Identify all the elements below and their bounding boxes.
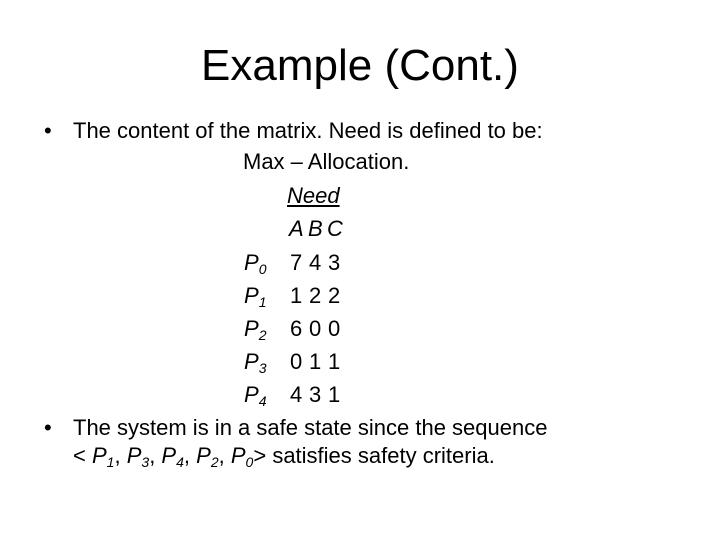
sequence-process: $P_1$ (91, 443, 115, 470)
row-values: 4 3 1 (290, 382, 341, 407)
sequence-tail: satisfies safety criteria. (266, 443, 495, 468)
column-header-b: B (308, 216, 323, 241)
bullet-2-marker: • (44, 415, 52, 440)
sequence-open: < (73, 443, 86, 468)
matrix-column-headers (289, 216, 346, 242)
slide-title: Example (Cont.) (201, 41, 519, 90)
sequence-process: $P_2$ (196, 443, 219, 470)
need-formula: Max – Allocation. (243, 149, 410, 174)
row-values: 1 2 2 (290, 283, 341, 308)
sequence-process: $P_4$ (161, 443, 184, 470)
sequence-close: > (253, 443, 267, 468)
safe-sequence-line: < $P_1$, $P_3$, $P_4$, $P_2$, $P_0>$ satisfies safety criteria. (73, 443, 495, 470)
process-label: $P_2$ (244, 316, 267, 343)
bullet-1-text: The content of the matrix. Need is defined to be: (73, 118, 543, 143)
sequence-process: $P_0$ (230, 443, 254, 470)
matrix-row (244, 250, 347, 276)
process-label: $P_4$ (244, 382, 267, 409)
matrix-row (244, 349, 347, 375)
process-label: $P_0$ (244, 250, 267, 277)
sequence-process: $P_3$ (126, 443, 150, 470)
column-header-c: C (327, 216, 343, 241)
column-header-a: A (289, 216, 304, 241)
process-label: $P_1$ (244, 283, 267, 310)
row-values: 7 4 3 (290, 250, 341, 275)
bullet-1-marker: • (44, 118, 52, 143)
bullet-2-text: The system is in a safe state since the sequence (73, 415, 548, 440)
matrix-row (244, 382, 347, 408)
process-label: $P_3$ (244, 349, 267, 376)
matrix-row (244, 316, 347, 342)
matrix-row (244, 283, 347, 309)
row-values: 0 1 1 (290, 349, 341, 374)
row-values: 6 0 0 (290, 316, 341, 341)
matrix-name: Need (287, 183, 340, 208)
